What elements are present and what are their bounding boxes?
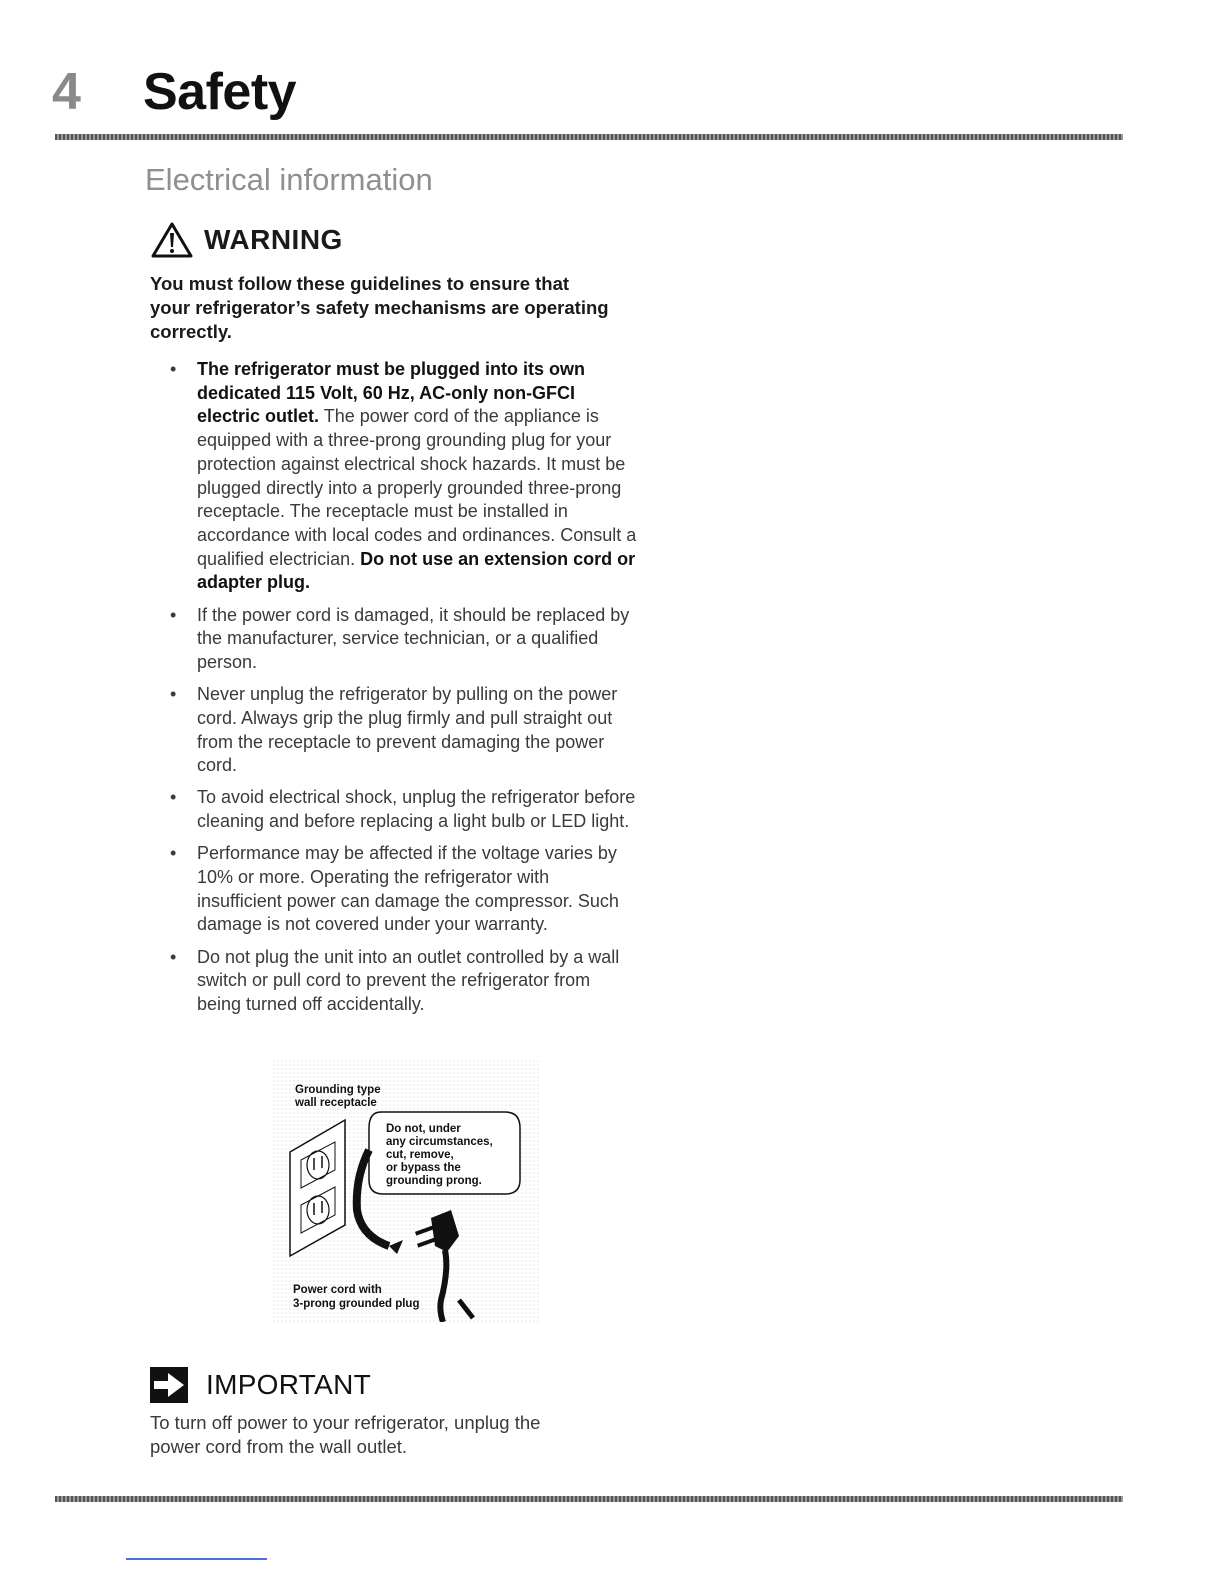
warning-list	[168, 358, 638, 1025]
list-item-text: The power cord of the appliance is equipped with a three-prong grounding plug for your protection against electrical shock hazards. It must be plugged directly into a properly grounded three-prong receptacle. The receptacle must be installed in accordance with local codes and ordinances. Consult a qualified electrician.	[197, 406, 637, 569]
important-heading	[150, 1365, 371, 1405]
bullet-icon: •	[170, 946, 177, 967]
arrow-right-icon	[150, 1367, 188, 1403]
list-item	[168, 946, 638, 1017]
warning-label: WARNING	[204, 224, 343, 255]
callout-line3: cut, remove,	[386, 1149, 454, 1161]
callout-line5: grounding prong.	[386, 1175, 482, 1187]
list-item-text: Performance may be affected if the voltage varies by 10% or more. Operating the refrigerator with insufficient power can damage the compressor. Such damage is not covered under your warranty.	[197, 843, 619, 935]
important-text: To turn off power to your refrigerator, unplug the power cord from the wall outlet.	[150, 1412, 541, 1457]
receptacle-diagram	[273, 1060, 541, 1322]
footer-accent-line	[126, 1558, 267, 1560]
receptacle-label-line1: Grounding type	[295, 1084, 381, 1096]
bullet-icon: •	[170, 359, 177, 379]
list-item	[168, 842, 638, 937]
list-item	[168, 604, 638, 675]
callout-line2: any circumstances,	[386, 1136, 493, 1148]
list-item-text: To avoid electrical shock, unplug the refrigerator before cleaning and before replacing a light bulb or LED light.	[197, 787, 636, 832]
bullet-icon: •	[170, 787, 177, 808]
header-divider	[55, 134, 1123, 140]
warning-intro: You must follow these guidelines to ensure that your refrigerator’s safety mechanisms are operating correctly.	[150, 273, 609, 342]
callout-line4: or bypass the	[386, 1162, 461, 1174]
bullet-icon: •	[170, 684, 177, 705]
warning-heading	[150, 220, 343, 260]
list-item	[168, 358, 638, 595]
important-label: IMPORTANT	[206, 1369, 371, 1400]
receptacle-label-line2: wall receptacle	[295, 1097, 377, 1109]
list-item-text: If the power cord is damaged, it should be replaced by the manufacturer, service technician, or a qualified person.	[197, 604, 630, 672]
callout-line1: Do not, under	[386, 1123, 461, 1135]
list-item	[168, 786, 638, 833]
list-item-bold-end: Do not use an extension cord or adapter plug.	[197, 548, 636, 593]
list-item-text: Do not plug the unit into an outlet controlled by a wall switch or pull cord to prevent the refrigerator from being turned off accidentally.	[197, 946, 620, 1015]
list-item-bold: The refrigerator must be plugged into its own dedicated 115 Volt, 60 Hz, AC-only non-GFCI electric outlet.	[197, 359, 586, 427]
footer-divider	[55, 1496, 1123, 1502]
bullet-icon: •	[170, 843, 177, 864]
section-title: Electrical information	[145, 162, 433, 197]
grounding-plug-illustration	[273, 1060, 541, 1322]
bullet-icon: •	[170, 604, 177, 625]
plug-label-line2: 3-prong grounded plug	[293, 1298, 420, 1310]
page-title: Safety	[143, 63, 297, 121]
plug-label-line1: Power cord with	[293, 1284, 382, 1296]
warning-triangle-icon	[150, 221, 194, 259]
list-item	[168, 683, 638, 778]
list-item-text: Never unplug the refrigerator by pulling on the power cord. Always grip the plug firmly and pull straight out from the receptacle to prevent damaging the power cord.	[197, 684, 618, 776]
page-number: 4	[52, 63, 81, 121]
